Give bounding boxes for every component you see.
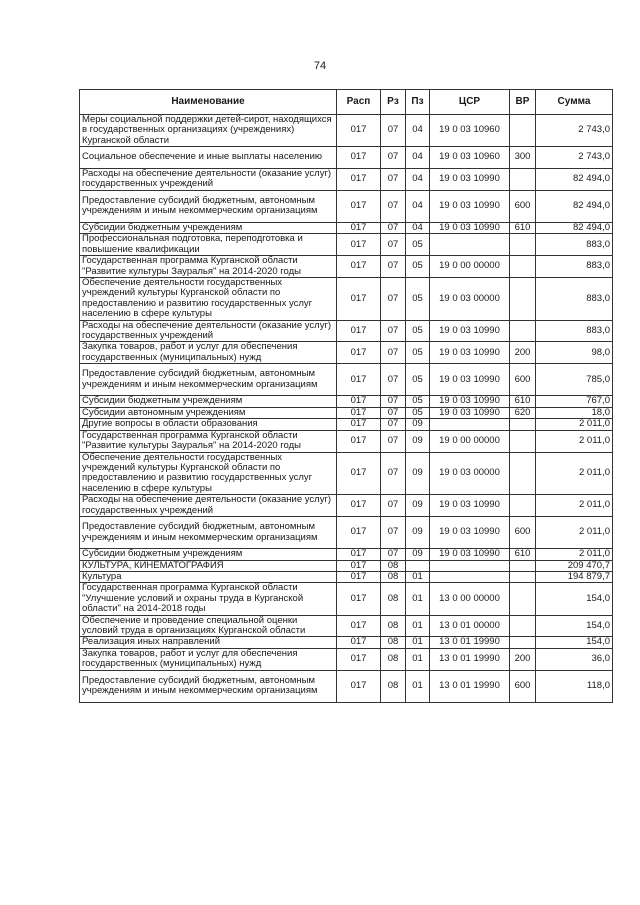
cell-vr	[510, 169, 536, 191]
cell-rz: 07	[381, 549, 406, 560]
cell-rz: 07	[381, 169, 406, 191]
cell-rasp: 017	[337, 615, 381, 637]
cell-name: Предоставление субсидий бюджетным, автономным учреждениям и иным некоммерческим организациям	[80, 364, 337, 396]
cell-rz: 07	[381, 223, 406, 234]
cell-rasp: 017	[337, 571, 381, 582]
cell-vr: 600	[510, 190, 536, 222]
cell-rasp: 017	[337, 320, 381, 342]
cell-rz: 07	[381, 396, 406, 407]
cell-rasp: 017	[337, 549, 381, 560]
cell-sum: 785,0	[536, 364, 613, 396]
cell-name: Меры социальной поддержки детей-сирот, находящихся в государственных организациях (учреждениях) Курганской области	[80, 115, 337, 147]
cell-sum: 209 470,7	[536, 560, 613, 571]
cell-rz: 07	[381, 147, 406, 169]
cell-vr	[510, 571, 536, 582]
cell-rasp: 017	[337, 169, 381, 191]
cell-pz: 01	[406, 648, 430, 670]
cell-csr: 19 0 00 00000	[430, 430, 510, 452]
table-row	[80, 615, 613, 637]
table-row	[80, 637, 613, 648]
table-row	[80, 320, 613, 342]
cell-vr	[510, 615, 536, 637]
cell-pz: 05	[406, 396, 430, 407]
cell-vr	[510, 278, 536, 321]
table-row	[80, 452, 613, 495]
cell-sum: 2 743,0	[536, 115, 613, 147]
cell-vr	[510, 234, 536, 256]
cell-name: Реализация иных направлений	[80, 637, 337, 648]
cell-rasp: 017	[337, 223, 381, 234]
table-row	[80, 407, 613, 418]
cell-csr	[430, 419, 510, 430]
cell-rasp: 017	[337, 637, 381, 648]
page-number: 74	[313, 60, 327, 72]
cell-pz: 01	[406, 637, 430, 648]
cell-csr	[430, 560, 510, 571]
cell-pz: 05	[406, 256, 430, 278]
table-row	[80, 549, 613, 560]
cell-name: Расходы на обеспечение деятельности (оказание услуг) государственных учреждений	[80, 495, 337, 517]
cell-name: Обеспечение деятельности государственных учреждений культуры Курганской области по предоставлению и развитию государственных услуг населению в сфере культуры	[80, 452, 337, 495]
cell-pz: 05	[406, 234, 430, 256]
cell-vr	[510, 256, 536, 278]
table-row	[80, 190, 613, 222]
table-row	[80, 256, 613, 278]
cell-pz: 04	[406, 223, 430, 234]
cell-name: Государственная программа Курганской области "Развитие культуры Зауралья" на 2014-2020 годы	[80, 256, 337, 278]
cell-name: Культура	[80, 571, 337, 582]
cell-vr	[510, 637, 536, 648]
cell-pz: 09	[406, 516, 430, 548]
cell-vr	[510, 452, 536, 495]
cell-sum: 82 494,0	[536, 169, 613, 191]
cell-rz: 07	[381, 342, 406, 364]
cell-csr: 13 0 01 19990	[430, 648, 510, 670]
cell-vr	[510, 115, 536, 147]
cell-vr: 600	[510, 516, 536, 548]
cell-csr: 19 0 03 10990	[430, 516, 510, 548]
cell-pz: 05	[406, 407, 430, 418]
cell-name: Социальное обеспечение и иные выплаты населению	[80, 147, 337, 169]
cell-csr: 19 0 03 10990	[430, 495, 510, 517]
cell-csr: 19 0 03 10990	[430, 223, 510, 234]
cell-csr: 19 0 03 10990	[430, 169, 510, 191]
cell-pz: 05	[406, 278, 430, 321]
cell-vr	[510, 583, 536, 615]
cell-pz: 04	[406, 147, 430, 169]
cell-rasp: 017	[337, 407, 381, 418]
cell-rz: 08	[381, 615, 406, 637]
cell-rz: 07	[381, 234, 406, 256]
cell-csr	[430, 234, 510, 256]
cell-csr: 13 0 01 00000	[430, 615, 510, 637]
cell-vr: 600	[510, 364, 536, 396]
cell-rz: 08	[381, 670, 406, 702]
cell-pz: 09	[406, 430, 430, 452]
cell-csr: 19 0 03 10960	[430, 147, 510, 169]
table-row	[80, 278, 613, 321]
table-row	[80, 419, 613, 430]
cell-sum: 883,0	[536, 234, 613, 256]
cell-vr: 610	[510, 223, 536, 234]
cell-csr	[430, 571, 510, 582]
cell-rasp: 017	[337, 560, 381, 571]
cell-pz: 01	[406, 571, 430, 582]
cell-name: Профессиональная подготовка, переподготовка и повышение квалификации	[80, 234, 337, 256]
cell-csr: 19 0 03 10990	[430, 320, 510, 342]
cell-name: Предоставление субсидий бюджетным, автономным учреждениям и иным некоммерческим организациям	[80, 190, 337, 222]
cell-rasp: 017	[337, 256, 381, 278]
cell-sum: 2 011,0	[536, 495, 613, 517]
cell-sum: 883,0	[536, 278, 613, 321]
cell-rasp: 017	[337, 364, 381, 396]
header-sum: Сумма	[536, 90, 613, 115]
table-row	[80, 583, 613, 615]
cell-rz: 07	[381, 278, 406, 321]
cell-sum: 36,0	[536, 648, 613, 670]
cell-rasp: 017	[337, 234, 381, 256]
table-header-row	[80, 90, 613, 115]
cell-csr: 19 0 03 10960	[430, 115, 510, 147]
cell-vr: 600	[510, 670, 536, 702]
table-row	[80, 342, 613, 364]
cell-rz: 07	[381, 256, 406, 278]
cell-csr: 19 0 03 00000	[430, 452, 510, 495]
cell-csr: 19 0 03 10990	[430, 549, 510, 560]
cell-rasp: 017	[337, 516, 381, 548]
cell-sum: 118,0	[536, 670, 613, 702]
cell-sum: 2 011,0	[536, 452, 613, 495]
header-pz: Пз	[406, 90, 430, 115]
cell-sum: 154,0	[536, 583, 613, 615]
table-row	[80, 396, 613, 407]
header-name: Наименование	[80, 90, 337, 115]
cell-rasp: 017	[337, 670, 381, 702]
table-row	[80, 560, 613, 571]
cell-sum: 82 494,0	[536, 223, 613, 234]
cell-csr: 19 0 03 10990	[430, 407, 510, 418]
cell-vr: 620	[510, 407, 536, 418]
table-row	[80, 516, 613, 548]
cell-pz: 01	[406, 615, 430, 637]
cell-csr: 13 0 01 19990	[430, 637, 510, 648]
cell-name: Субсидии бюджетным учреждениям	[80, 223, 337, 234]
cell-rz: 08	[381, 560, 406, 571]
cell-sum: 154,0	[536, 615, 613, 637]
cell-name: Предоставление субсидий бюджетным, автономным учреждениям и иным некоммерческим организациям	[80, 670, 337, 702]
cell-rz: 08	[381, 648, 406, 670]
header-csr: ЦСР	[430, 90, 510, 115]
cell-vr	[510, 430, 536, 452]
cell-name: Субсидии бюджетным учреждениям	[80, 549, 337, 560]
cell-rz: 07	[381, 516, 406, 548]
cell-rz: 07	[381, 364, 406, 396]
cell-vr: 200	[510, 342, 536, 364]
cell-csr: 19 0 03 10990	[430, 342, 510, 364]
cell-sum: 82 494,0	[536, 190, 613, 222]
cell-rz: 07	[381, 495, 406, 517]
cell-sum: 2 011,0	[536, 516, 613, 548]
cell-rz: 07	[381, 430, 406, 452]
table-row	[80, 430, 613, 452]
cell-rasp: 017	[337, 115, 381, 147]
header-rasp: Расп	[337, 90, 381, 115]
cell-sum: 194 879,7	[536, 571, 613, 582]
cell-rasp: 017	[337, 419, 381, 430]
cell-sum: 154,0	[536, 637, 613, 648]
cell-sum: 2 011,0	[536, 419, 613, 430]
cell-pz: 09	[406, 452, 430, 495]
cell-pz: 09	[406, 495, 430, 517]
cell-name: Расходы на обеспечение деятельности (оказание услуг) государственных учреждений	[80, 320, 337, 342]
cell-name: Государственная программа Курганской области "Развитие культуры Зауралья" на 2014-2020 годы	[80, 430, 337, 452]
cell-rasp: 017	[337, 452, 381, 495]
cell-name: Закупка товаров, работ и услуг для обеспечения государственных (муниципальных) нужд	[80, 648, 337, 670]
cell-rasp: 017	[337, 396, 381, 407]
cell-rasp: 017	[337, 342, 381, 364]
cell-rasp: 017	[337, 430, 381, 452]
cell-pz: 04	[406, 169, 430, 191]
cell-name: Обеспечение и проведение специальной оценки условий труда в организациях Курганской области	[80, 615, 337, 637]
cell-sum: 98,0	[536, 342, 613, 364]
cell-sum: 767,0	[536, 396, 613, 407]
table-row	[80, 147, 613, 169]
cell-csr: 13 0 01 19990	[430, 670, 510, 702]
cell-vr: 610	[510, 549, 536, 560]
cell-name: Закупка товаров, работ и услуг для обеспечения государственных (муниципальных) нужд	[80, 342, 337, 364]
cell-rz: 07	[381, 190, 406, 222]
cell-sum: 2 743,0	[536, 147, 613, 169]
cell-csr: 19 0 00 00000	[430, 256, 510, 278]
cell-csr: 13 0 00 00000	[430, 583, 510, 615]
cell-pz: 05	[406, 364, 430, 396]
cell-rasp: 017	[337, 278, 381, 321]
table-row	[80, 571, 613, 582]
cell-csr: 19 0 03 10990	[430, 396, 510, 407]
cell-vr	[510, 320, 536, 342]
cell-rasp: 017	[337, 583, 381, 615]
table-row	[80, 169, 613, 191]
table-row	[80, 223, 613, 234]
cell-pz: 04	[406, 190, 430, 222]
cell-sum: 2 011,0	[536, 549, 613, 560]
header-rz: Рз	[381, 90, 406, 115]
cell-rz: 08	[381, 583, 406, 615]
cell-rz: 07	[381, 407, 406, 418]
cell-pz: 01	[406, 670, 430, 702]
cell-pz: 09	[406, 419, 430, 430]
cell-rasp: 017	[337, 147, 381, 169]
cell-vr	[510, 560, 536, 571]
cell-csr: 19 0 03 10990	[430, 364, 510, 396]
cell-sum: 883,0	[536, 256, 613, 278]
cell-rasp: 017	[337, 495, 381, 517]
cell-sum: 18,0	[536, 407, 613, 418]
cell-rz: 07	[381, 320, 406, 342]
table-row	[80, 495, 613, 517]
cell-rz: 07	[381, 115, 406, 147]
cell-pz: 05	[406, 320, 430, 342]
cell-vr: 300	[510, 147, 536, 169]
cell-vr: 200	[510, 648, 536, 670]
cell-pz: 05	[406, 342, 430, 364]
table-body	[80, 115, 613, 703]
cell-name: Расходы на обеспечение деятельности (оказание услуг) государственных учреждений	[80, 169, 337, 191]
cell-rasp: 017	[337, 648, 381, 670]
cell-name: Предоставление субсидий бюджетным, автономным учреждениям и иным некоммерческим организациям	[80, 516, 337, 548]
cell-name: Другие вопросы в области образования	[80, 419, 337, 430]
cell-vr	[510, 419, 536, 430]
cell-rz: 07	[381, 452, 406, 495]
cell-name: Субсидии автономным учреждениям	[80, 407, 337, 418]
cell-pz	[406, 560, 430, 571]
table-row	[80, 234, 613, 256]
table-row	[80, 364, 613, 396]
budget-table	[79, 89, 613, 703]
cell-pz: 01	[406, 583, 430, 615]
header-vr: ВР	[510, 90, 536, 115]
cell-sum: 883,0	[536, 320, 613, 342]
cell-vr	[510, 495, 536, 517]
cell-rz: 08	[381, 571, 406, 582]
cell-name: Субсидии бюджетным учреждениям	[80, 396, 337, 407]
cell-name: Обеспечение деятельности государственных учреждений культуры Курганской области по предоставлению и развитию государственных услуг населению в сфере культуры	[80, 278, 337, 321]
cell-name: КУЛЬТУРА, КИНЕМАТОГРАФИЯ	[80, 560, 337, 571]
cell-rasp: 017	[337, 190, 381, 222]
table-row	[80, 670, 613, 702]
cell-rz: 08	[381, 637, 406, 648]
cell-sum: 2 011,0	[536, 430, 613, 452]
cell-rz: 07	[381, 419, 406, 430]
cell-pz: 04	[406, 115, 430, 147]
cell-name: Государственная программа Курганской области "Улучшение условий и охраны труда в Курганской области" на 2014-2018 годы	[80, 583, 337, 615]
table-row	[80, 115, 613, 147]
cell-pz: 09	[406, 549, 430, 560]
cell-csr: 19 0 03 10990	[430, 190, 510, 222]
cell-vr: 610	[510, 396, 536, 407]
table-row	[80, 648, 613, 670]
cell-csr: 19 0 03 00000	[430, 278, 510, 321]
